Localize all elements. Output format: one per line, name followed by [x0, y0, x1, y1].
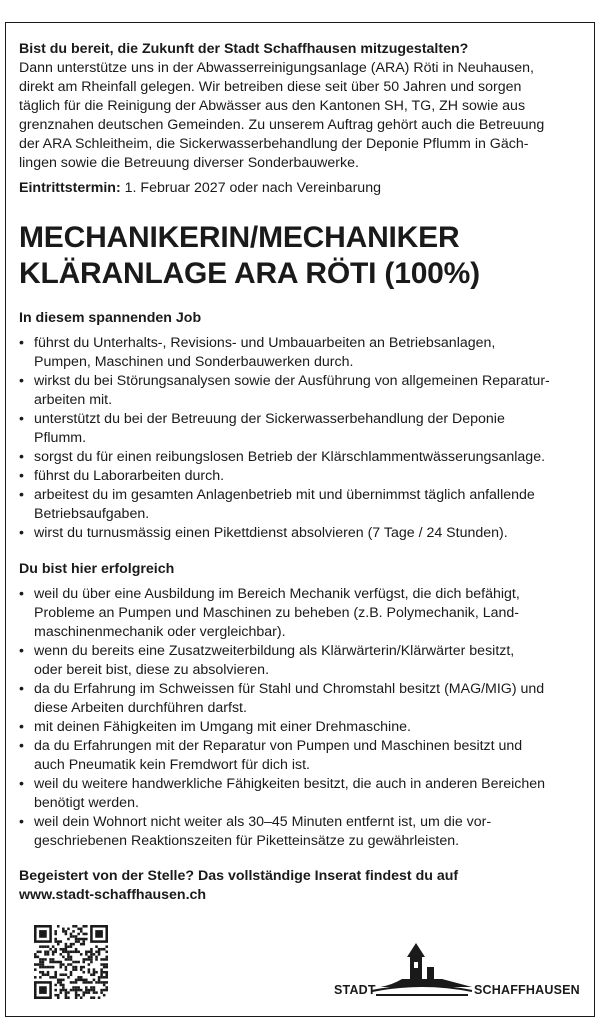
bullet-icon: • [19, 719, 24, 735]
list-item-text: weil du über eine Ausbildung im Bereich Mechanik verfügst, die dich befähigt, Probleme an Pumpen und Maschinen zu beheben (z.B. Polymechanik, Land- maschinenmechanik oder vergleichbar). [34, 586, 520, 640]
qr-code-icon[interactable] [34, 925, 108, 999]
list-item [19, 334, 581, 372]
list-item [19, 524, 581, 543]
logo-text-stadt: STADT [334, 983, 376, 997]
list-item [19, 410, 581, 448]
start-date-label: Eintrittstermin: [19, 180, 121, 196]
bullet-icon: • [19, 586, 24, 602]
list-item [19, 680, 581, 718]
list-item [19, 718, 581, 737]
bullet-icon: • [19, 468, 24, 484]
bullet-icon: • [19, 411, 24, 427]
bullet-icon: • [19, 776, 24, 792]
list-item [19, 775, 581, 813]
intro-title: Bist du bereit, die Zukunft der Stadt Schaffhausen mitzugestalten? [19, 41, 469, 57]
call-to-action: Begeistert von der Stelle? Das vollständige Inserat findest du auf www.stadt-schaffhausen.ch [19, 868, 459, 903]
list-item-text: sorgst du für einen reibungslosen Betrieb der Klärschlammentwässerungsanlage. [34, 449, 546, 465]
tasks-section-title: In diesem spannenden Job [19, 310, 202, 326]
bullet-icon: • [19, 449, 24, 465]
start-date [19, 179, 581, 198]
list-item-text: wirst du turnusmässig einen Pikettdienst absolvieren (7 Tage / 24 Stunden). [34, 525, 508, 541]
job-title-line-1: MECHANIKERIN/MECHANIKER [19, 221, 460, 254]
tasks-list [19, 334, 581, 543]
list-item [19, 642, 581, 680]
bullet-icon: • [19, 681, 24, 697]
ad-content [19, 40, 581, 905]
list-item-text: weil du weitere handwerkliche Fähigkeiten besitzt, die auch in anderen Bereichen benötigt werden. [34, 776, 546, 811]
bullet-icon: • [19, 814, 24, 830]
list-item [19, 813, 581, 851]
list-item-text: da du Erfahrungen mit der Reparatur von Pumpen und Maschinen besitzt und auch Pneumatik kein Fremdwort für dich ist. [34, 738, 523, 773]
list-item [19, 467, 581, 486]
list-item [19, 486, 581, 524]
city-logo [332, 935, 580, 1003]
list-item-text: weil dein Wohnort nicht weiter als 30–45 Minuten entfernt ist, um die vor- geschriebenen Reaktionszeiten für Piketteinsätze zu gewährleisten. [34, 814, 492, 849]
list-item-text: wenn du bereits eine Zusatzweiterbildung als Klärwärterin/Klärwärter besitzt, oder bereit bist, diese zu absolvieren. [34, 643, 515, 678]
start-date-value: 1. Februar 2027 oder nach Vereinbarung [120, 180, 381, 196]
bullet-icon: • [19, 525, 24, 541]
bullet-icon: • [19, 373, 24, 389]
bullet-icon: • [19, 335, 24, 351]
job-title [19, 220, 581, 292]
list-item-text: führst du Unterhalts-, Revisions- und Umbauarbeiten an Betriebsanlagen, Pumpen, Maschinen und Sonderbauwerken durch. [34, 335, 496, 370]
list-item-text: arbeitest du im gesamten Anlagenbetrieb mit und übernimmst täglich anfallende Betriebsaufgaben. [34, 487, 535, 522]
list-item [19, 448, 581, 467]
list-item-text: wirkst du bei Störungsanalysen sowie der Ausführung von allgemeinen Reparatur- arbeiten mit. [34, 373, 550, 408]
bullet-icon: • [19, 738, 24, 754]
list-item-text: unterstützt du bei der Betreuung der Sickerwasserbehandlung der Deponie Pflumm. [34, 411, 505, 446]
intro-text: Dann unterstütze uns in der Abwasserreinigungsanlage (ARA) Röti in Neuhausen, direkt am Rheinfall gelegen. Wir betreiben diese seit über 50 Jahren und sorgen täglich für die Reinigung der Abwässer aus den Kantonen SH, TG, ZH sowie aus grenznahen deutschen Gemeinden. Zu unserem Auftrag gehört auch die Betreuung der ARA Schleitheim, die Sickerwasserbehandlung der Deponie Pflumm in Gäch- lingen sowie die Betreuung diverser Sonderbauwerke. [19, 60, 545, 171]
list-item-text: da du Erfahrung im Schweissen für Stahl und Chromstahl besitzt (MAG/MIG) und diese Arbeiten durchführen darfst. [34, 681, 545, 716]
list-item-text: mit deinen Fähigkeiten im Umgang mit einer Drehmaschine. [34, 719, 411, 735]
list-item [19, 585, 581, 642]
bullet-icon: • [19, 643, 24, 659]
list-item [19, 737, 581, 775]
list-item [19, 372, 581, 410]
logo-text-schaffhausen: SCHAFFHAUSEN [474, 983, 580, 997]
bullet-icon: • [19, 487, 24, 503]
profile-section-title: Du bist hier erfolgreich [19, 561, 175, 577]
profile-list [19, 585, 581, 851]
job-title-line-2: KLÄRANLAGE ARA RÖTI (100%) [19, 257, 480, 290]
list-item-text: führst du Laborarbeiten durch. [34, 468, 225, 484]
